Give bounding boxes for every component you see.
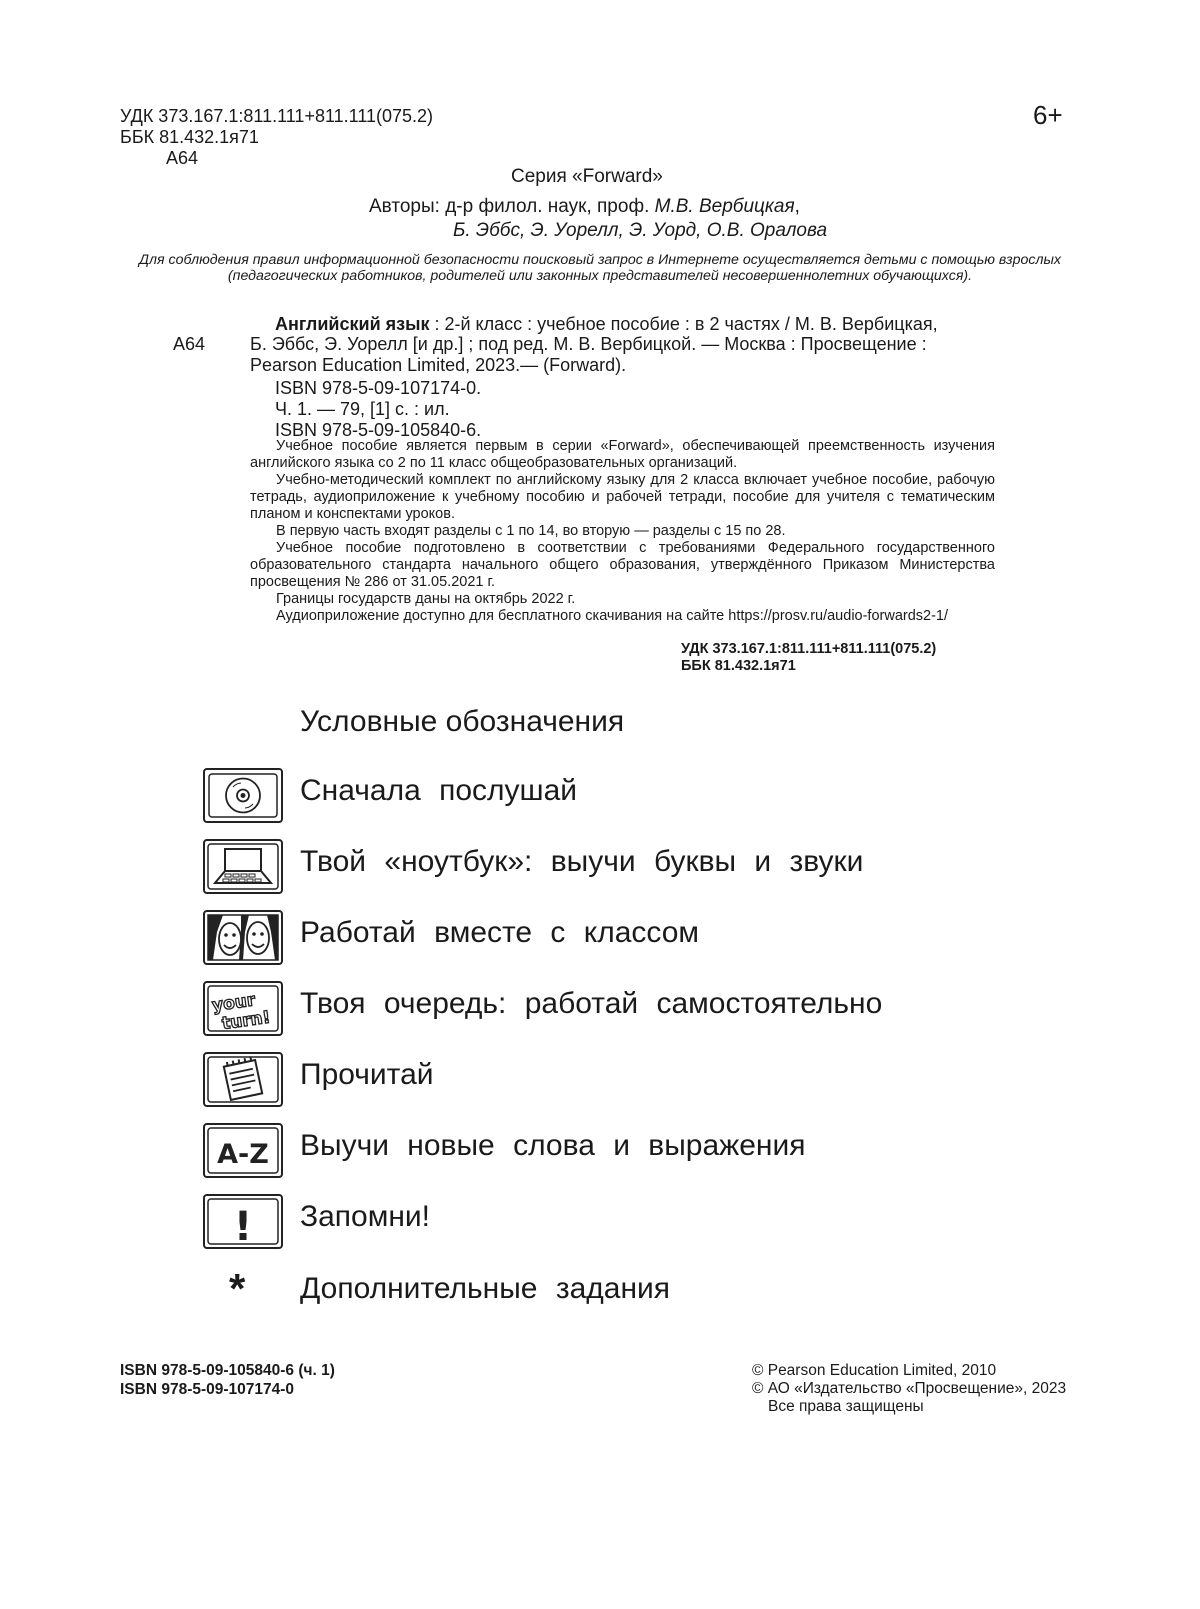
safety-notice: Для соблюдения правил информационной безопасности поисковый запрос в Интернете осуществляется детьми с помощью взрослых (педагогических работников, родителей или законных представителей несовершеннолетних обучающихся).	[138, 252, 1062, 284]
legend-item-words: Выучи новые слова и выражения	[300, 1129, 806, 1162]
legend-item-extra: Дополнительные задания	[300, 1272, 671, 1305]
author-main: М.В. Вербицкая	[654, 196, 795, 217]
exclamation-icon	[203, 1194, 283, 1249]
rights-reserved: Все права защищены	[768, 1398, 924, 1415]
legend-item-your-turn: Твоя очередь: работай самостоятельно	[300, 987, 883, 1020]
annotation-paragraph: Учебно-методический комплект по английскому языку для 2 класса включает учебное пособие, рабочую тетрадь, аудиоприложение к учебному пособию и рабочей тетради, пособие для учителя с тематическим планом и конспектами уроков.	[250, 472, 995, 522]
bib-isbn-part: ISBN 978-5-09-105840-6.	[275, 420, 482, 440]
footer-isbn-2: ISBN 978-5-09-107174-0	[120, 1381, 295, 1398]
annotation-paragraph: В первую часть входят разделы с 1 по 14, во вторую — разделы с 15 по 28.	[276, 523, 786, 539]
bib-line-2: Б. Эббс, Э. Уорелл [и др.] ; под ред. М. В. Вербицкой. — Москва : Просвещение :	[250, 334, 927, 354]
authors-comma: ,	[794, 196, 800, 217]
bib-line-1-rest: : 2-й класс : учебное пособие : в 2 частях / М. В. Вербицкая,	[429, 314, 938, 334]
legend-item-read: Прочитай	[300, 1058, 434, 1091]
bib-line-3: Pearson Education Limited, 2023.— (Forward).	[250, 355, 627, 375]
bib-isbn-full: ISBN 978-5-09-107174-0.	[275, 378, 482, 398]
legend-item-listen: Сначала послушай	[300, 774, 578, 807]
annotation-paragraph: Аудиоприложение доступно для бесплатного скачивания на сайте https://prosv.ru/audio-forwards2-1/	[276, 608, 949, 624]
footer-isbn-full	[120, 1381, 294, 1399]
bib-author-mark: А64	[173, 334, 206, 354]
authors-line-1	[369, 194, 800, 219]
a-z-label: A-Z	[217, 1139, 269, 1170]
bib-bbk-right: ББК 81.432.1я71	[681, 658, 796, 674]
footer-isbn-1: ISBN 978-5-09-105840-6 (ч. 1)	[120, 1362, 335, 1379]
legend-item-notebook: Твой «ноутбук»: выучи буквы и звуки	[300, 845, 864, 878]
a-z-icon	[203, 1123, 283, 1178]
series-title: Серия «Forward»	[511, 166, 663, 187]
your-turn-label-2: turn!	[220, 1007, 272, 1034]
footer-isbn-part	[120, 1362, 335, 1380]
udk-code: УДК 373.167.1:811.111+811.111(075.2)	[120, 106, 434, 126]
bib-udk-right: УДК 373.167.1:811.111+811.111(075.2)	[681, 641, 937, 657]
exclamation-label: !	[233, 1204, 253, 1247]
bib-title: Английский язык	[275, 314, 430, 334]
legend-item-remember: Запомни!	[300, 1200, 431, 1233]
copyright-pearson: © Pearson Education Limited, 2010	[752, 1362, 997, 1379]
authors-label: Авторы:	[369, 196, 440, 217]
authors-line-2	[453, 218, 827, 243]
asterisk-icon: *	[229, 1265, 246, 1312]
cd-disc-icon	[203, 768, 283, 823]
legend-title: Условные обозначения	[300, 705, 625, 738]
copyright-prosveshchenie: © АО «Издательство «Просвещение», 2023	[752, 1380, 1067, 1397]
your-turn-label-1: your	[210, 990, 257, 1017]
laptop-icon	[203, 839, 283, 894]
annotation-paragraph: Учебное пособие подготовлено в соответствии с требованиями Федерального государственного образовательного стандарта начального общего образования, утверждённого Приказом Министерства просвещения № 286 от 31.05.2021 г.	[250, 540, 995, 590]
authors-coauthors: Б. Эббс, Э. Уорелл, Э. Уорд, О.В. Оралова	[453, 220, 828, 241]
author-mark: А64	[166, 148, 199, 168]
annotation-paragraph: Границы государств даны на октябрь 2022 г.	[276, 591, 576, 607]
faces-icon	[203, 910, 283, 965]
authors-degree: д-р филол. наук, проф.	[445, 196, 650, 217]
your-turn-icon	[203, 981, 283, 1036]
annotation-paragraph: Учебное пособие является первым в серии «Forward», обеспечивающей преемственность изучения английского языка со 2 по 11 класс общеобразовательных организаций.	[250, 438, 995, 471]
bib-part: Ч. 1. — 79, [1] с. : ил.	[275, 399, 450, 419]
bbk-code: ББК 81.432.1я71	[120, 127, 259, 147]
age-rating: 6+	[1033, 100, 1063, 130]
notepad-icon	[203, 1052, 283, 1107]
bib-annotation	[250, 438, 995, 625]
legend-item-class: Работай вместе с классом	[300, 916, 700, 949]
bib-line-1	[275, 314, 938, 335]
